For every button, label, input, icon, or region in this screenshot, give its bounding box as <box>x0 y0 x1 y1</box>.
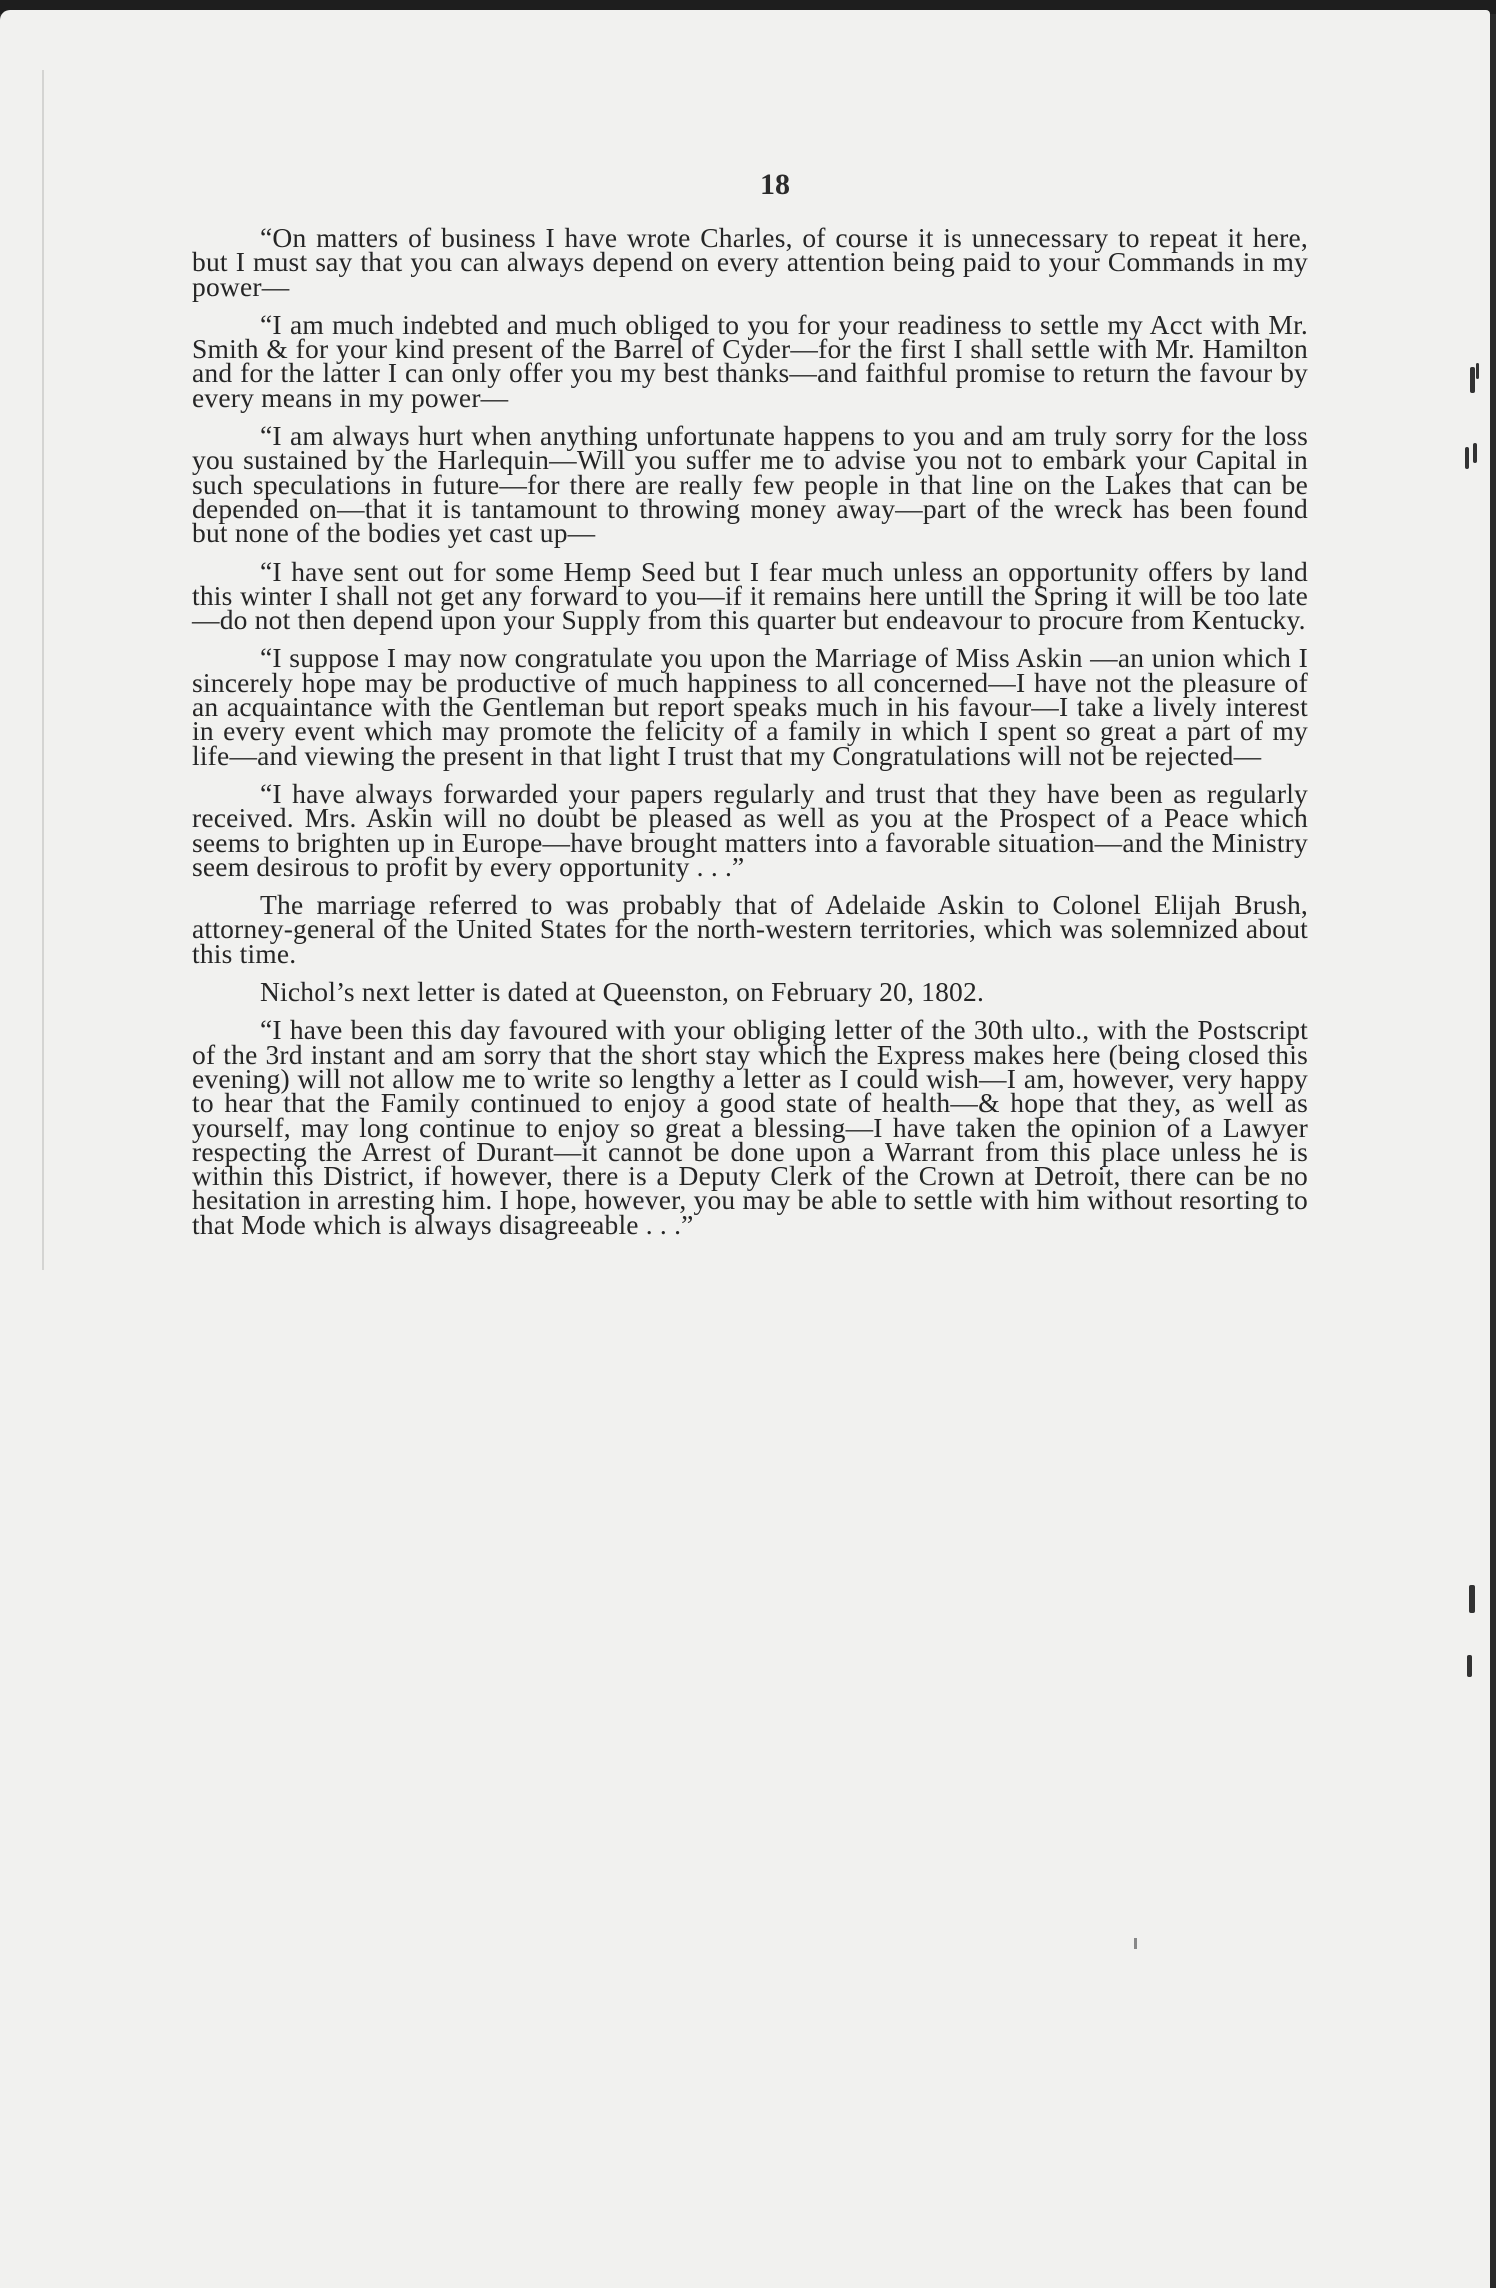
ink-mark <box>1465 447 1469 469</box>
paragraph: “I have sent out for some Hemp Seed but I fear much unless an opportunity offers by land this winter I shall not get any forward to you—if it remains here untill the Spring it will be too late—do not then depend upon your Supply from this quarter but endeavour to procure from Kentucky. <box>192 555 1308 636</box>
ink-mark <box>1470 367 1475 393</box>
page-number: 18 <box>760 168 790 201</box>
ink-mark <box>1467 1655 1472 1677</box>
ink-mark <box>1473 443 1477 463</box>
page-fold-line <box>42 70 44 1270</box>
ink-mark <box>1469 1585 1475 1613</box>
stray-mark <box>1134 1938 1137 1949</box>
paragraph: “I suppose I may now congratulate you upon the Marriage of Miss Askin —an union which I sincerely hope may be productive of much happiness to all concerned—I have not the pleasure of an acquaintance with the Gentleman but report speaks much in his favour—I take a lively interest in every event which may promote the felicity of a family in which I spent so great a part of my life—and viewing the present in that light I trust that my Congratulations will not be rejected— <box>192 642 1308 771</box>
paragraph: “I am much indebted and much obliged to you for your readiness to settle my Acct with Mr. Smith & for your kind present of the Barrel of Cyder—for the first I shall settle with Mr. Hamilton and for the latter I can only offer you my best thanks—and faithful promise to return the favour by every means in my power— <box>192 308 1308 413</box>
paragraph: “I have been this day favoured with your obliging letter of the 30th ulto., with the Postscript of the 3rd instant and am sorry that the short stay which the Express makes here (being closed this evening) will not allow me to write so lengthy a letter as I could wish—I am, however, very happy to hear that the Family continued to enjoy a good state of health—& hope that they, as well as yourself, may long continue to enjoy so great a blessing—I have taken the opinion of a Lawyer respecting the Arrest of Durant—it cannot be done upon a Warrant from this place unless he is within this District, if however, there is a Deputy Clerk of the Crown at Detroit, there can be no hesitation in arresting him. I hope, however, you may be able to settle with him without resorting to that Mode which is always disagreeable . . .” <box>192 1014 1308 1240</box>
paragraph: “I have always forwarded your papers regularly and trust that they have been as regularly received. Mrs. Askin will no doubt be pleased as well as you at the Prospect of a Peace which seems to brighten up in Europe—have brought matters into a favorable situation—and the Ministry seem desirous to profit by every opportunity . . .” <box>192 777 1308 882</box>
margin-ink-marks <box>1455 355 1485 1705</box>
paragraph: “On matters of business I have wrote Charles, of course it is unnecessary to repeat it here, but I must say that you can always depend on every attention being paid to your Commands in my power— <box>192 222 1308 302</box>
paragraph: “I am always hurt when anything unfortunate happens to you and am truly sorry for the loss you sustained by the Harlequin—Will you suffer me to advise you not to embark your Capital in such speculations in future—for there are really few people in that line on the Lakes that can be depended on—that it is tantamount to throwing money away—part of the wreck has been found but none of the bodies yet cast up— <box>192 420 1308 549</box>
paragraph: Nichol’s next letter is dated at Queenston, on February 20, 1802. <box>260 976 985 1008</box>
paragraph: The marriage referred to was probably that of Adelaide Askin to Colonel Elijah Brush, attorney-general of the United States for the north-western territories, which was solemnized about this time. <box>192 889 1308 969</box>
ink-mark <box>1476 363 1479 379</box>
body-text <box>192 222 1308 1251</box>
